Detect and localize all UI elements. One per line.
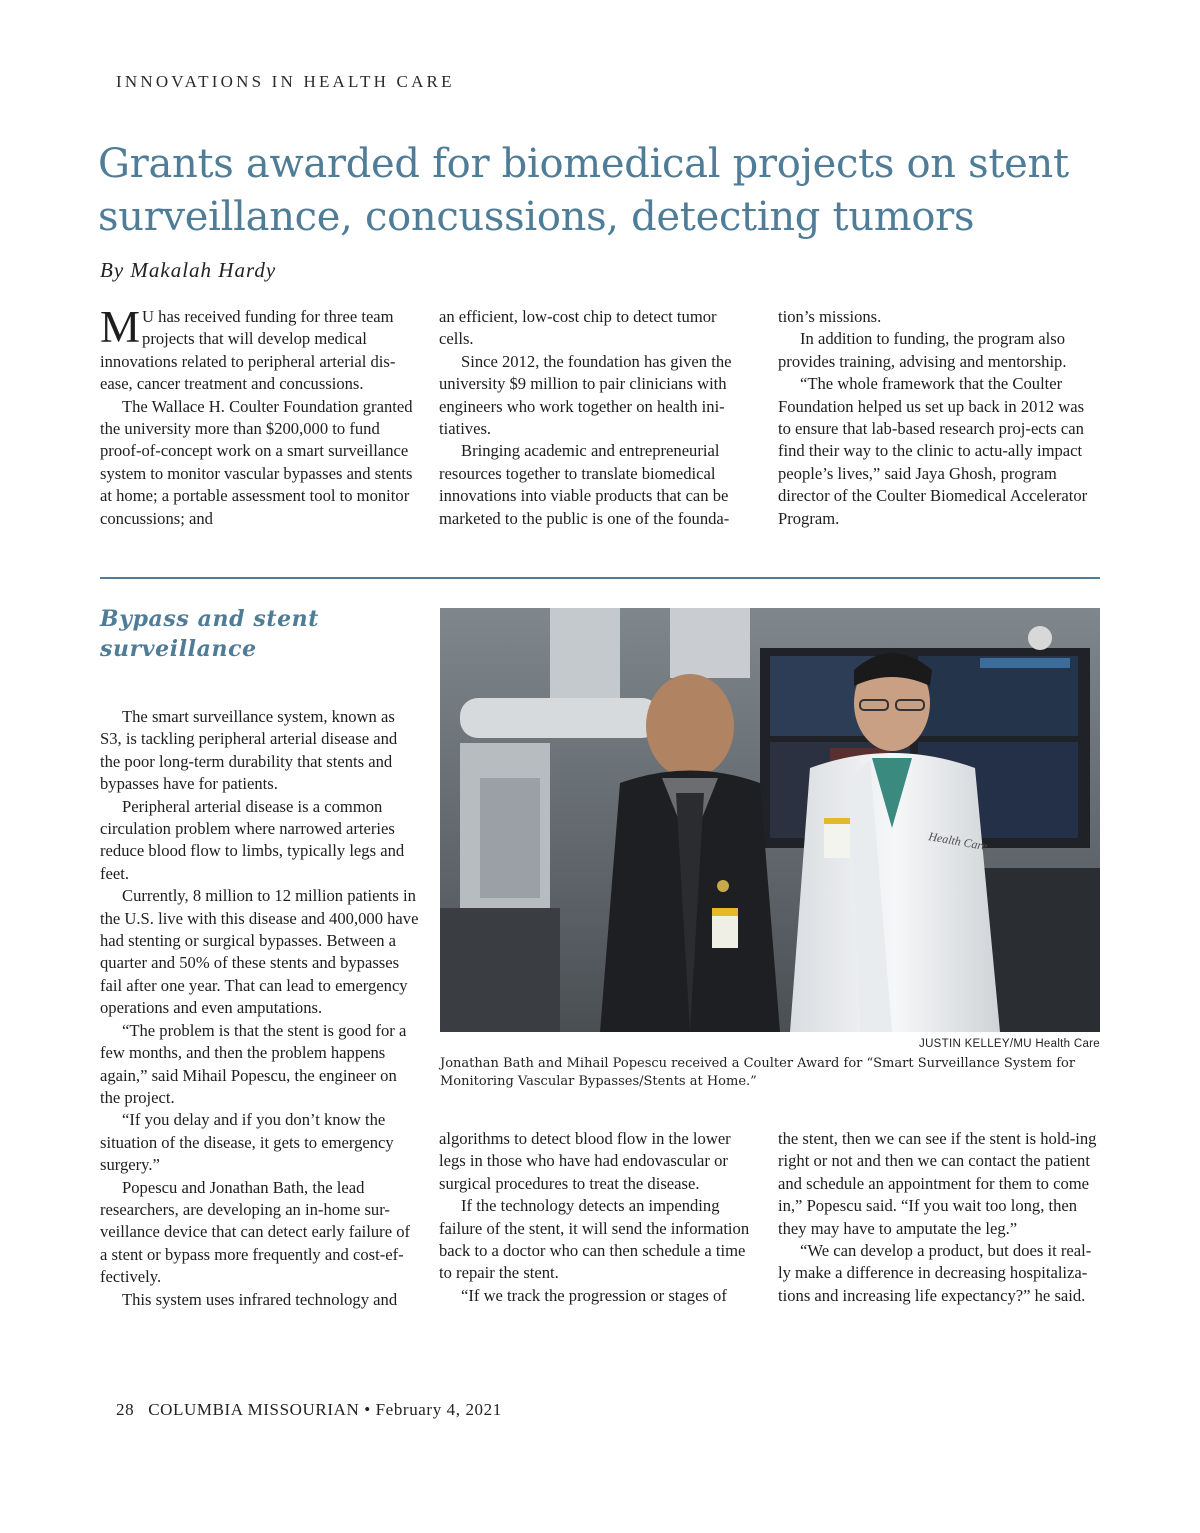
section-column-1 xyxy=(100,706,420,1311)
page-number: 28 xyxy=(116,1400,135,1419)
body-paragraph: If the technology detects an impending failure of the stent, it will send the information back to a doctor who can then schedule a time to repair the stent. xyxy=(439,1196,750,1283)
section-divider xyxy=(100,577,1100,579)
intro-paragraph: “The whole framework that the Coulter Foundation helped us set up back in 2012 was to ensure that lab-based research proj-ects can find their way to the clinic to actu-ally impact people’s lives,” said Jaya Ghosh, program director of the Coulter Biomedical Accelerator Program. xyxy=(778,374,1088,528)
body-paragraph: This system uses infrared technology and xyxy=(122,1289,398,1309)
byline: By Makalah Hardy xyxy=(100,258,277,282)
intro-paragraph xyxy=(100,302,420,396)
photo-caption: Jonathan Bath and Mihail Popescu received a Coulter Award for “Smart Surveillance System for Monitoring Vascular Bypasses/Stents at Home.” xyxy=(440,1056,1076,1089)
body-paragraph: Popescu and Jonathan Bath, the lead researchers, are developing an in-home sur-veillance device that can detect early failure of a stent or bypass more frequently and cost-ef-fectively. xyxy=(100,1177,411,1287)
photo xyxy=(440,608,1100,1032)
drop-cap: M xyxy=(100,302,141,352)
section-subhead: Bypass and stent surveillance xyxy=(100,606,320,662)
intro-paragraph: In addition to funding, the program also provides training, advising and mentorship. xyxy=(778,329,1067,371)
body-paragraph: “The problem is that the stent is good for a few months, and then the problem happens again,” said Mihail Popescu, the engineer on the project. xyxy=(100,1020,407,1107)
coat-logo: Health Care xyxy=(927,829,989,854)
body-paragraph: the stent, then we can see if the stent is hold-ing right or not and then we can contact the patient and schedule an appointment for them to come in,” Popescu said. “If you wait too long, then they may have to amputate the leg.” xyxy=(778,1129,1097,1238)
body-paragraph: algorithms to detect blood flow in the lower legs in those who have had endovascular or surgical procedures to treat the disease. xyxy=(439,1129,731,1193)
body-paragraph: Currently, 8 million to 12 million patients in the U.S. live with this disease and 400,000 have had stenting or surgical bypasses. Between a quarter and 50% of these stents and bypasses fail after one year. That can lead to emergency operations and even amputations. xyxy=(100,886,419,1018)
publication-dateline: COLUMBIA MISSOURIAN • February 4, 2021 xyxy=(148,1400,502,1419)
body-paragraph: The smart surveillance system, known as S3, is tackling peripheral arterial disease and the poor long-term durability that stents and bypasses have for patients. xyxy=(100,707,398,794)
headline: Grants awarded for biomedical projects on stent surveillance, concussions, detecting tumors xyxy=(98,141,1069,240)
intro-paragraph: The Wallace H. Coulter Foundation granted the university more than $200,000 to fund proof-of-concept work on a smart surveillance system to monitor vascular bypasses and stents at home; a portable assessment tool to monitor concussions; and xyxy=(100,396,413,528)
intro-text: U has received funding for three team projects that will develop medical innovations related to peripheral arterial dis-ease, cancer treatment and concussions. xyxy=(100,307,396,394)
body-paragraph: “If you delay and if you don’t know the situation of the disease, it gets to emergency surgery.” xyxy=(100,1110,394,1175)
intro-column-3 xyxy=(778,306,1096,530)
body-paragraph: “If we track the progression or stages of xyxy=(461,1285,727,1305)
intro-paragraph: Bringing academic and entrepreneurial resources together to translate biomedical innovations into viable products that can be marketed to the public is one of the founda- xyxy=(439,441,730,528)
intro-column-2 xyxy=(439,306,755,530)
section-column-2 xyxy=(439,1128,757,1307)
intro-paragraph: an efficient, low-cost chip to detect tumor cells. xyxy=(439,307,717,349)
body-paragraph: “We can develop a product, but does it real-ly make a difference in decreasing hospitaliza-tions and increasing life expectancy?” he said. xyxy=(778,1241,1092,1305)
section-column-3 xyxy=(778,1128,1098,1307)
intro-paragraph: Since 2012, the foundation has given the university $9 million to pair clinicians with engineers who work together on health ini-tiatives. xyxy=(439,351,732,439)
page-footer xyxy=(116,1400,502,1420)
intro-column-1 xyxy=(100,302,420,530)
intro-paragraph: tion’s missions. xyxy=(778,307,882,326)
photo-credit: JUSTIN KELLEY/MU Health Care xyxy=(919,1038,1100,1050)
photo-illustration xyxy=(440,608,1100,1032)
body-paragraph: Peripheral arterial disease is a common circulation problem where narrowed arteries reduce blood flow to limbs, typically legs and feet. xyxy=(100,796,405,883)
section-kicker: INNOVATIONS IN HEALTH CARE xyxy=(116,72,455,91)
